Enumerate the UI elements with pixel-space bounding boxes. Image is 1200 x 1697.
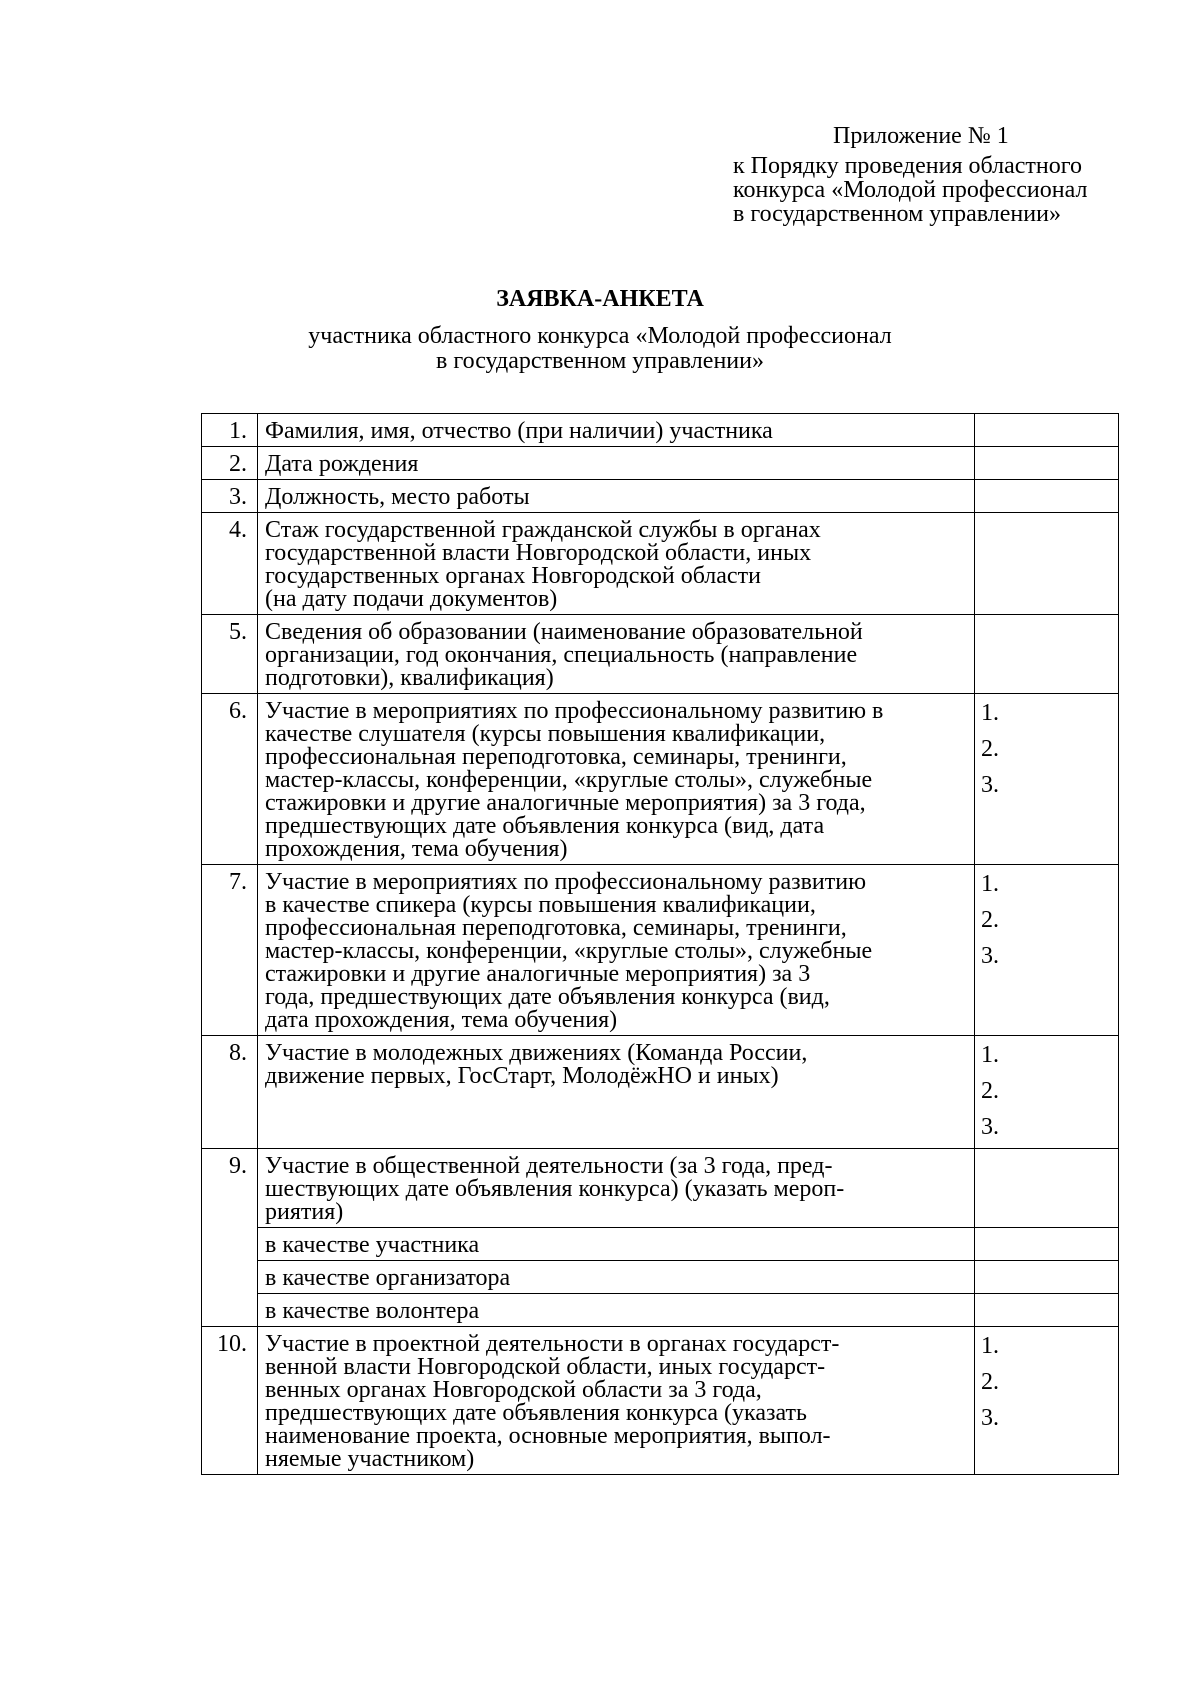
label-line: няемые участником) bbox=[265, 1446, 475, 1472]
row-number: 9. bbox=[202, 1149, 258, 1327]
label-line: Участие в мероприятиях по профессиональному развитию в bbox=[265, 698, 884, 724]
appendix-line: конкурса «Молодой профессионал bbox=[733, 177, 1088, 203]
value-cell[interactable] bbox=[975, 1327, 1119, 1475]
row-label bbox=[258, 865, 975, 1036]
row-label bbox=[258, 1149, 975, 1228]
subrow-label: в качестве участника bbox=[258, 1228, 975, 1261]
appendix-line: к Порядку проведения областного bbox=[733, 153, 1082, 179]
label-line: года, предшествующих дате объявления конкурса (вид, bbox=[265, 984, 830, 1010]
label-line: Сведения об образовании (наименование образовательной bbox=[265, 619, 863, 645]
row-number: 6. bbox=[202, 694, 258, 865]
list-marker: 1. bbox=[981, 871, 999, 897]
row-label bbox=[258, 447, 975, 480]
list-marker: 2. bbox=[981, 907, 999, 933]
row-label bbox=[258, 513, 975, 615]
list-marker: 3. bbox=[981, 772, 999, 798]
value-cell[interactable] bbox=[975, 480, 1119, 513]
table-row bbox=[202, 865, 1119, 1036]
row-label bbox=[258, 1036, 975, 1149]
value-cell[interactable] bbox=[975, 865, 1119, 1036]
row-number: 7. bbox=[202, 865, 258, 1036]
label-line: венных органах Новгородской области за 3 года, bbox=[265, 1377, 762, 1403]
row-label bbox=[258, 694, 975, 865]
label-line: государственной власти Новгородской области, иных bbox=[265, 540, 812, 566]
table-row bbox=[202, 513, 1119, 615]
table-row bbox=[202, 480, 1119, 513]
list-marker: 1. bbox=[981, 1333, 999, 1359]
label-line: Дата рождения bbox=[265, 451, 419, 477]
row-number: 2. bbox=[202, 447, 258, 480]
label-line: качестве слушателя (курсы повышения квалификации, bbox=[265, 721, 826, 747]
label-line: риятия) bbox=[265, 1199, 344, 1225]
label-line: наименование проекта, основные мероприятия, выпол- bbox=[265, 1423, 831, 1449]
label-line: в качестве спикера (курсы повышения квалификации, bbox=[265, 892, 816, 918]
label-line: Должность, место работы bbox=[265, 484, 530, 510]
table-row bbox=[202, 694, 1119, 865]
subtitle-line: в государственном управлении» bbox=[436, 348, 764, 374]
label-line: шествующих дате объявления конкурса) (указать мероп- bbox=[265, 1176, 845, 1202]
value-cell[interactable] bbox=[975, 694, 1119, 865]
label-line: Участие в общественной деятельности (за 3 года, пред- bbox=[265, 1153, 833, 1179]
label-line: предшествующих дате объявления конкурса (вид, дата bbox=[265, 813, 825, 839]
table-row bbox=[202, 1036, 1119, 1149]
list-marker: 2. bbox=[981, 1369, 999, 1395]
appendix-line: в государственном управлении» bbox=[733, 201, 1061, 227]
label-line: мастер-классы, конференции, «круглые столы», служебные bbox=[265, 767, 873, 793]
list-marker: 2. bbox=[981, 1078, 999, 1104]
table-row bbox=[202, 1327, 1119, 1475]
row-number: 1. bbox=[202, 414, 258, 447]
table-row bbox=[202, 1149, 1119, 1228]
label-line: предшествующих дате объявления конкурса (указать bbox=[265, 1400, 807, 1426]
appendix-block bbox=[733, 122, 1153, 226]
list-marker: 3. bbox=[981, 1114, 999, 1140]
value-cell[interactable] bbox=[975, 615, 1119, 694]
row-label bbox=[258, 615, 975, 694]
subrow-label: в качестве волонтера bbox=[258, 1294, 975, 1327]
row-label bbox=[258, 480, 975, 513]
label-line: профессиональная переподготовка, семинары, тренинги, bbox=[265, 744, 847, 770]
value-cell[interactable] bbox=[975, 414, 1119, 447]
table-subrow bbox=[202, 1294, 1119, 1327]
table-row bbox=[202, 615, 1119, 694]
table-subrow bbox=[202, 1261, 1119, 1294]
label-line: мастер-классы, конференции, «круглые столы», служебные bbox=[265, 938, 873, 964]
table-subrow bbox=[202, 1228, 1119, 1261]
value-cell[interactable] bbox=[975, 1036, 1119, 1149]
list-marker: 1. bbox=[981, 700, 999, 726]
label-line: движение первых, ГосСтарт, МолодёжНО и иных) bbox=[265, 1063, 779, 1089]
row-label bbox=[258, 1327, 975, 1475]
value-cell[interactable] bbox=[975, 1149, 1119, 1228]
application-form-table bbox=[201, 413, 1119, 1475]
subtitle-line: участника областного конкурса «Молодой профессионал bbox=[308, 323, 892, 349]
value-cell[interactable] bbox=[975, 1228, 1119, 1261]
list-marker: 3. bbox=[981, 1405, 999, 1431]
row-number: 5. bbox=[202, 615, 258, 694]
label-line: стажировки и другие аналогичные мероприятия) за 3 bbox=[265, 961, 811, 987]
label-line: профессиональная переподготовка, семинары, тренинги, bbox=[265, 915, 847, 941]
document-subtitle bbox=[0, 324, 1200, 374]
subrow-label: в качестве организатора bbox=[258, 1261, 975, 1294]
label-line: Фамилия, имя, отчество (при наличии) участника bbox=[265, 418, 773, 444]
value-cell[interactable] bbox=[975, 1294, 1119, 1327]
appendix-number: Приложение № 1 bbox=[833, 123, 1009, 149]
label-line: венной власти Новгородской области, иных государст- bbox=[265, 1354, 826, 1380]
table-row bbox=[202, 414, 1119, 447]
row-label bbox=[258, 414, 975, 447]
label-line: подготовки), квалификация) bbox=[265, 665, 554, 691]
table-row bbox=[202, 447, 1119, 480]
appendix-reference bbox=[733, 154, 1153, 226]
value-cell[interactable] bbox=[975, 513, 1119, 615]
row-number: 3. bbox=[202, 480, 258, 513]
row-number: 10. bbox=[202, 1327, 258, 1475]
label-line: Стаж государственной гражданской службы в органах bbox=[265, 517, 821, 543]
label-line: прохождения, тема обучения) bbox=[265, 836, 568, 862]
list-marker: 2. bbox=[981, 736, 999, 762]
label-line: стажировки и другие аналогичные мероприятия) за 3 года, bbox=[265, 790, 866, 816]
document-title: ЗАЯВКА-АНКЕТА bbox=[496, 286, 704, 312]
value-cell[interactable] bbox=[975, 1261, 1119, 1294]
label-line: Участие в молодежных движениях (Команда России, bbox=[265, 1040, 808, 1066]
list-marker: 3. bbox=[981, 943, 999, 969]
label-line: Участие в мероприятиях по профессиональному развитию bbox=[265, 869, 867, 895]
row-number: 8. bbox=[202, 1036, 258, 1149]
label-line: Участие в проектной деятельности в органах государст- bbox=[265, 1331, 840, 1357]
label-line: государственных органах Новгородской области bbox=[265, 563, 761, 589]
label-line: дата прохождения, тема обучения) bbox=[265, 1007, 618, 1033]
value-cell[interactable] bbox=[975, 447, 1119, 480]
label-line: (на дату подачи документов) bbox=[265, 586, 558, 612]
row-number: 4. bbox=[202, 513, 258, 615]
label-line: организации, год окончания, специальность (направление bbox=[265, 642, 858, 668]
list-marker: 1. bbox=[981, 1042, 999, 1068]
